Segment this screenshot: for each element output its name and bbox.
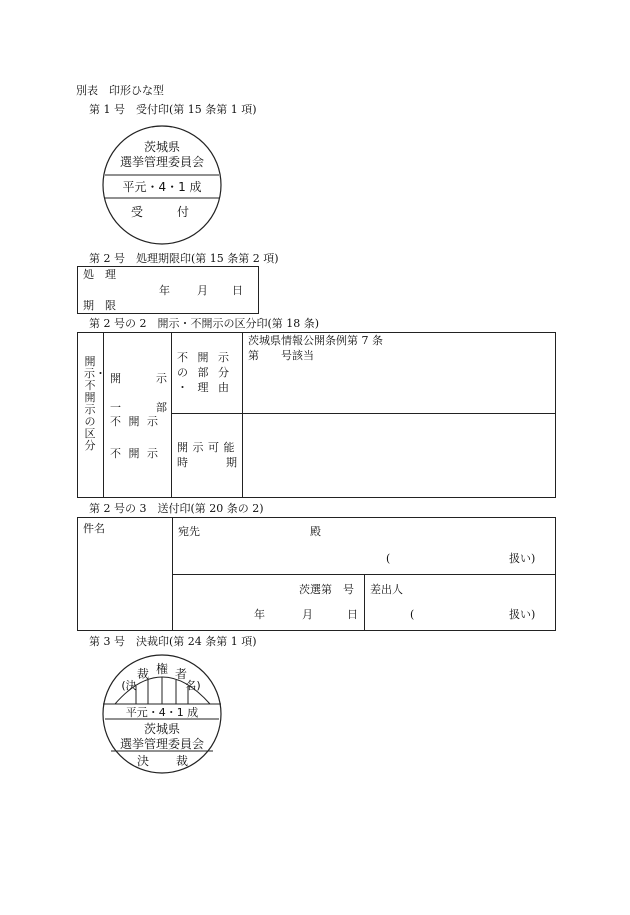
option-partial-c: 不 開 示 [110,415,158,428]
approval-seal-line1: 茨城県 [143,722,181,736]
form2-3-heading: 第 2 号の 3 送付印(第 20 条の 2) [89,502,264,515]
reason-line2: の 部 分 [177,366,229,379]
reason-line3: ・ 理 由 [177,381,229,394]
date-month: 月 [302,608,313,621]
sender-label: 差出人 [370,583,403,596]
deadline-year-label: 年 [159,284,170,297]
deadline-top-label: 処 理 [83,268,116,281]
approval-seal-bottom-right: 裁 [175,754,189,768]
receipt-seal-bottom-right: 付 [176,205,190,219]
approval-seal-line2: 選挙管理委員会 [119,737,205,751]
ordinance-line2: 第 号該当 [248,349,314,362]
approval-arc-text-4: 者 [174,667,188,681]
approval-arc-text-1: (決 [121,679,137,692]
receipt-seal-date: 平元・4・1 成 [122,180,202,194]
option-nondisclose: 不 開 示 [110,447,158,460]
receipt-seal-bottom-left: 受 [130,205,144,219]
option-disclose-a: 開 [110,372,121,385]
possible-line1: 開 示 可 能 [177,441,235,454]
receipt-seal-line1: 茨城県 [143,140,181,154]
handling-open: ( [386,552,391,565]
document-number: 茨選第 号 [299,583,354,596]
approval-seal-date: 平元・4・1 成 [125,706,199,719]
approval-seal-bottom-left: 決 [136,754,150,768]
receipt-seal-line2: 選挙管理委員会 [119,155,205,169]
date-year: 年 [254,608,265,621]
date-day: 日 [347,608,358,621]
option-partial-a: 一 [110,401,121,414]
deadline-bottom-label: 期 限 [83,299,116,312]
addressee-label: 宛先 [178,525,200,538]
handling2-close: 扱い) [509,608,536,621]
page-heading: 別表 印形ひな型 [76,84,164,97]
approval-arc-text-5: 名) [185,679,201,692]
approval-arc-text-2: 裁 [136,667,150,681]
form2-heading: 第 2 号 処理期限印(第 15 条第 2 項) [89,252,279,265]
handling-close: 扱い) [509,552,536,565]
option-disclose-b: 示 [156,372,167,385]
form1-heading: 第 1 号 受付印(第 15 条第 1 項) [89,103,257,116]
subject-label: 件名 [83,522,105,535]
approval-arc-text-3: 権 [155,662,169,676]
form2-2-heading: 第 2 号の 2 開示・不開示の区分印(第 18 条) [89,317,320,330]
ordinance-line1: 茨城県情報公開条例第 7 条 [248,334,383,347]
reason-line1: 不 開 示 [177,351,229,364]
deadline-day-label: 日 [232,284,243,297]
honorific-label: 殿 [310,525,321,538]
form3-heading: 第 3 号 決裁印(第 24 条第 1 項) [89,635,257,648]
handling2-open: ( [410,608,415,621]
possible-line2a: 時 [177,456,188,469]
option-partial-b: 部 [156,401,167,414]
possible-line2b: 期 [226,456,237,469]
deadline-month-label: 月 [197,284,208,297]
disclosure-vertical-label: 開示・不開示の区分 [84,355,106,452]
